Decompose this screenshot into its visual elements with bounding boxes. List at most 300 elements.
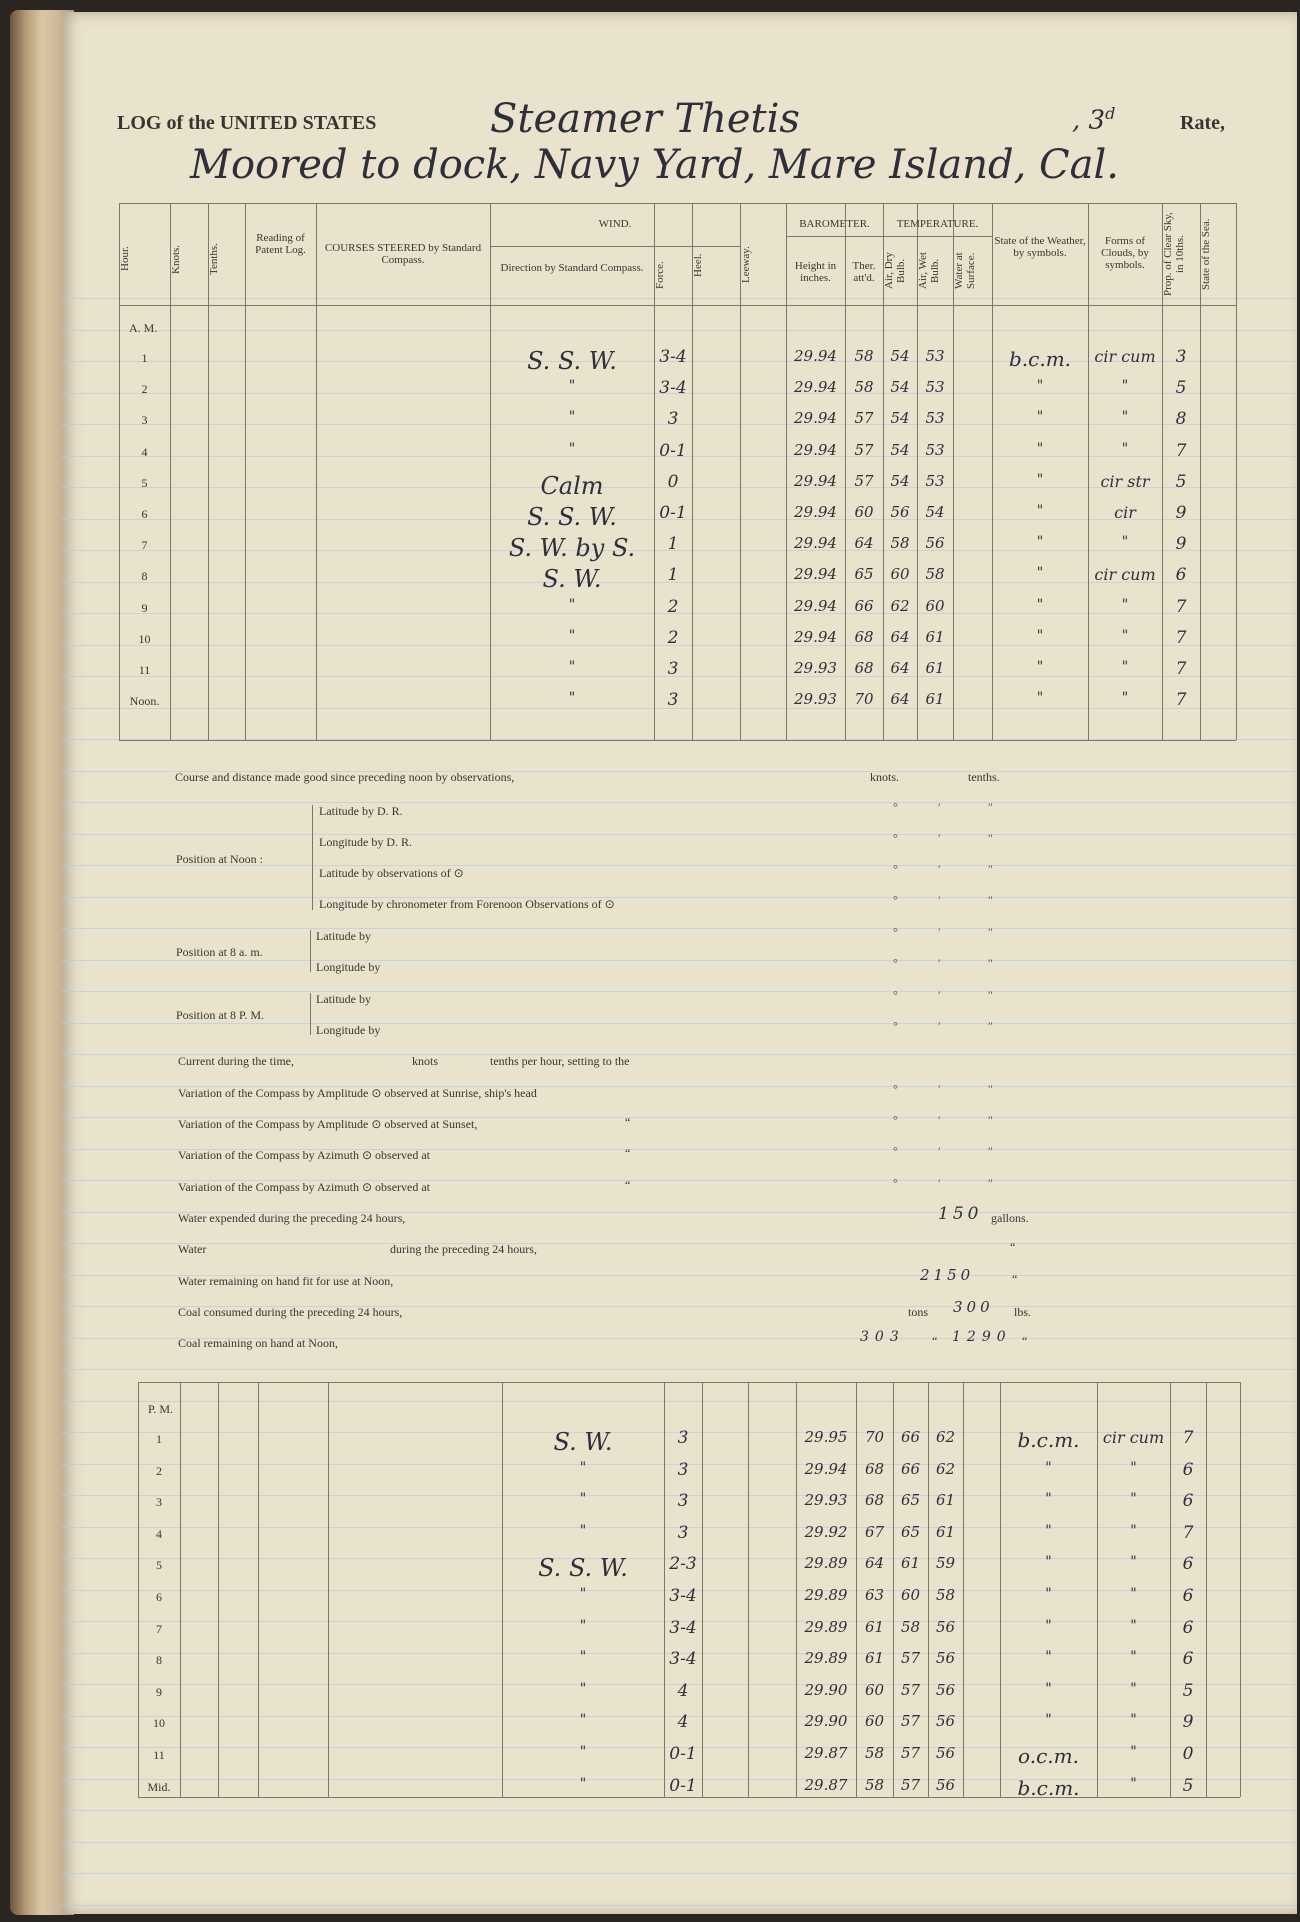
clear-sky-cell: 5: [1182, 1775, 1194, 1796]
column-rule: [963, 1382, 964, 1797]
second-mark: ″: [988, 988, 993, 1002]
force-cell: 4: [677, 1712, 689, 1733]
wet-bulb-cell: 61: [935, 1491, 956, 1510]
baro-subrule: [786, 236, 992, 237]
degree-mark: °: [893, 1113, 898, 1127]
air-dry-header: Air, Dry Bulb.: [883, 252, 907, 290]
weather-cell: ": [1036, 690, 1044, 707]
log-heading: [117, 112, 376, 135]
am8-brace: [310, 930, 311, 972]
weather-cell: b.c.m.: [1017, 1775, 1080, 1800]
ther-att-cell: 58: [864, 1775, 885, 1794]
wet-bulb-cell: 58: [925, 565, 945, 584]
variation-1: Variation of the Compass by Amplitude ⊙ observed at Sunrise, ship's head: [178, 1086, 537, 1100]
hour-cell: 3: [156, 1495, 162, 1510]
minute-mark: ′: [938, 1176, 941, 1190]
wet-bulb-cell: 60: [925, 596, 945, 615]
minute-mark: ′: [938, 1113, 941, 1127]
weather-cell: ": [1036, 534, 1044, 551]
ruled-line: [62, 330, 1297, 331]
force-cell: 2-3: [669, 1554, 697, 1575]
clouds-cell: ": [1130, 1491, 1137, 1508]
clouds-cell: ": [1130, 1712, 1137, 1729]
ruled-line: [62, 928, 1297, 929]
column-rule: [245, 203, 246, 740]
sea-header: State of the Sea.: [1200, 218, 1212, 290]
weather-cell: ": [1045, 1680, 1052, 1697]
degree-mark: °: [893, 1176, 898, 1190]
water-ditto: “: [1010, 1240, 1016, 1254]
barometer-cell: 29.94: [794, 471, 837, 490]
ruled-line: [62, 960, 1297, 961]
dry-bulb-cell: 57: [900, 1680, 921, 1699]
table-top-border: [119, 203, 1236, 204]
barometer-header: BAROMETER.: [799, 218, 870, 230]
barometer-cell: 29.94: [794, 409, 837, 428]
wind-cell: S. S. W.: [538, 1554, 628, 1583]
weather-cell: ": [1045, 1712, 1052, 1729]
clear-sky-cell: 7: [1175, 440, 1187, 461]
water-remaining-value: 2150: [920, 1266, 975, 1284]
barometer-cell: 29.94: [794, 565, 837, 584]
variation-3: Variation of the Compass by Azimuth ⊙ observed at: [178, 1148, 431, 1162]
ruled-line: [62, 834, 1297, 835]
weather-cell: ": [1045, 1649, 1052, 1666]
heel-header: Heel.: [692, 253, 704, 277]
lon-chron: Longitude by chronometer from Forenoon Observations of ⊙: [319, 897, 615, 911]
force-cell: 3-4: [659, 347, 687, 367]
dry-bulb-cell: 54: [890, 471, 910, 490]
hour-cell: 3: [141, 413, 148, 428]
wind-cell: ": [568, 627, 576, 644]
barometer-cell: 29.94: [794, 503, 837, 521]
rate-num: , 3: [1072, 105, 1106, 136]
weather-cell: ": [1045, 1617, 1052, 1634]
weather-cell: ": [1036, 503, 1044, 519]
clear-sky-cell: 6: [1175, 565, 1187, 586]
force-cell: 1: [667, 565, 679, 586]
weather-cell: ": [1036, 378, 1044, 395]
ther-att-cell: 57: [854, 471, 874, 490]
dry-bulb-cell: 57: [900, 1649, 921, 1668]
force-cell: 3: [667, 690, 679, 711]
ruled-line: [62, 1873, 1297, 1874]
clear-sky-cell: 7: [1182, 1428, 1194, 1448]
weather-cell: ": [1045, 1586, 1052, 1602]
lon-8am: Longitude by: [316, 960, 381, 974]
lbs-label: lbs.: [1014, 1305, 1032, 1319]
log-label: LOG of the: [117, 112, 215, 134]
barometer-cell: 29.94: [794, 347, 837, 365]
weather-cell: b.c.m.: [1017, 1428, 1080, 1452]
second-mark: ″: [988, 893, 993, 907]
barometer-cell: 29.94: [794, 534, 837, 553]
hour-cell: 8: [141, 569, 148, 584]
current-b: knots: [412, 1054, 439, 1068]
degree-mark: °: [893, 956, 898, 970]
coal-consumed: Coal consumed during the preceding 24 hours,: [178, 1305, 403, 1319]
ther-att-cell: 57: [854, 409, 874, 428]
dry-bulb-cell: 56: [890, 503, 910, 521]
variation-2: Variation of the Compass by Amplitude ⊙ observed at Sunset,: [178, 1117, 478, 1131]
wind-cell: ": [579, 1459, 587, 1476]
ther-att-cell: 70: [864, 1428, 885, 1446]
second-mark: ″: [988, 1144, 993, 1158]
force-cell: 0: [667, 471, 679, 492]
table-top-border: [138, 1382, 1240, 1383]
barometer-cell: 29.87: [804, 1775, 848, 1794]
wind-cell: S. W.: [542, 565, 602, 594]
ther-att-cell: 61: [864, 1649, 885, 1668]
column-rule: [316, 203, 317, 740]
dry-bulb-cell: 66: [900, 1428, 921, 1446]
ther-att-cell: 57: [854, 440, 874, 459]
hour-cell: Noon.: [129, 694, 160, 709]
location-line: Moored to dock, Navy Yard, Mare Island, Cal.: [190, 142, 1119, 188]
clear-sky-cell: 7: [1175, 659, 1187, 679]
wind-cell: ": [568, 659, 576, 675]
clear-sky-cell: 7: [1175, 690, 1187, 711]
second-mark: ″: [988, 1176, 993, 1190]
clear-sky-cell: 5: [1175, 378, 1187, 399]
column-rule: [1240, 1382, 1241, 1797]
barometer-cell: 29.90: [804, 1680, 848, 1699]
dry-bulb-cell: 54: [890, 409, 910, 428]
degree-mark: °: [893, 800, 898, 814]
clouds-cell: cir str: [1100, 471, 1150, 491]
force-cell: 0-1: [669, 1775, 697, 1796]
coal-remaining-lbs: 1290: [952, 1329, 1012, 1345]
water-rem-ditto: “: [1012, 1272, 1018, 1286]
wet-bulb-cell: 61: [925, 690, 945, 709]
lon-dr: Longitude by D. R.: [319, 835, 412, 849]
lat-obs: Latitude by observations of ⊙: [319, 866, 464, 880]
ditto-4: “: [625, 1178, 631, 1192]
dry-bulb-cell: 58: [890, 534, 910, 553]
dry-bulb-cell: 62: [890, 596, 910, 615]
column-rule: [218, 1382, 219, 1797]
dry-bulb-cell: 57: [900, 1744, 921, 1762]
dry-bulb-cell: 58: [900, 1617, 921, 1636]
clouds-cell: ": [1130, 1586, 1137, 1602]
ther-att-cell: 66: [854, 596, 874, 615]
clouds-header: Forms of Clouds, by symbols.: [1101, 235, 1149, 271]
weather-cell: ": [1036, 596, 1044, 613]
weather-cell: ": [1036, 659, 1044, 675]
dry-bulb-cell: 57: [900, 1775, 921, 1794]
barometer-cell: 29.94: [804, 1459, 848, 1478]
force-cell: 2: [667, 627, 679, 648]
force-cell: 3: [667, 409, 679, 430]
united-states-label: UNITED STATES: [219, 112, 377, 134]
barometer-cell: 29.89: [804, 1554, 848, 1573]
ruled-line: [62, 802, 1297, 803]
second-mark: ″: [988, 862, 993, 876]
wind-cell: S. S. W.: [527, 503, 617, 531]
coal-remaining: Coal remaining on hand at Noon,: [178, 1336, 338, 1350]
clouds-cell: ": [1121, 440, 1129, 457]
wind-cell: ": [579, 1586, 587, 1602]
dry-bulb-cell: 57: [900, 1712, 921, 1731]
clouds-cell: ": [1130, 1459, 1137, 1476]
wind-cell: ": [579, 1712, 587, 1729]
force-cell: 3: [677, 1428, 689, 1448]
barometer-cell: 29.93: [794, 659, 837, 677]
vessel-name: Steamer Thetis: [490, 96, 800, 142]
clouds-cell: ": [1121, 690, 1129, 707]
pm8-brace: [310, 993, 311, 1035]
tenths-header: Tenths.: [208, 243, 220, 275]
wet-bulb-cell: 59: [935, 1554, 956, 1573]
weather-cell: ": [1045, 1522, 1052, 1539]
rate-label: Rate,: [1180, 112, 1225, 134]
ther-att-cell: 60: [854, 503, 874, 521]
ther-att-cell: 58: [864, 1744, 885, 1762]
wind-cell: S. W. by S.: [508, 534, 636, 563]
minute-mark: ′: [938, 925, 941, 939]
ruled-line: [62, 1401, 1297, 1402]
degree-mark: °: [893, 1082, 898, 1096]
wind-cell: ": [568, 596, 576, 613]
wind-cell: ": [579, 1744, 587, 1760]
dry-bulb-cell: 65: [900, 1491, 921, 1510]
ruled-line: [62, 1905, 1297, 1906]
hour-cell: 7: [156, 1621, 162, 1636]
hour-cell: 6: [156, 1590, 162, 1604]
force-cell: 1: [667, 534, 679, 555]
minute-mark: ′: [938, 1082, 941, 1096]
wet-bulb-cell: 61: [925, 627, 945, 646]
force-cell: 3: [667, 659, 679, 679]
weather-cell: ": [1036, 565, 1044, 582]
hour-cell: 1: [141, 351, 148, 365]
temperature-header: TEMPERATURE.: [896, 218, 979, 230]
dry-bulb-cell: 54: [890, 378, 910, 397]
clouds-cell: ": [1130, 1554, 1137, 1571]
clear-sky-cell: 6: [1182, 1649, 1194, 1670]
coal-remaining-tons: 303: [860, 1329, 905, 1345]
barometer-cell: 29.89: [804, 1649, 848, 1668]
wet-bulb-cell: 61: [925, 659, 945, 677]
clear-sky-header: Prop. of Clear Sky, in 10ths.: [1162, 212, 1186, 296]
ther-att-cell: 68: [864, 1491, 885, 1510]
column-rule: [748, 1382, 749, 1797]
barometer-cell: 29.94: [794, 378, 837, 397]
clouds-cell: ": [1121, 627, 1129, 644]
ruled-line: [62, 1023, 1297, 1024]
hour-cell: 10: [153, 1716, 165, 1731]
hour-cell: 2: [141, 382, 148, 397]
weather-cell: o.c.m.: [1018, 1744, 1079, 1768]
gallons-label: gallons.: [991, 1211, 1029, 1225]
weather-header: State of the Weather, by symbols.: [994, 235, 1086, 259]
degree-mark: °: [893, 831, 898, 845]
minute-mark: ′: [938, 988, 941, 1002]
minute-mark: ′: [938, 862, 941, 876]
force-cell: 2: [667, 596, 679, 617]
barometer-cell: 29.94: [794, 596, 837, 615]
position-noon-label: Position at Noon :: [176, 852, 264, 866]
wet-bulb-cell: 62: [935, 1428, 956, 1446]
dry-bulb-cell: 54: [890, 440, 910, 459]
wind-cell: ": [568, 690, 576, 707]
course-tenths: tenths.: [968, 770, 1000, 784]
wet-bulb-cell: 53: [925, 471, 945, 490]
wet-bulb-cell: 61: [935, 1522, 956, 1541]
clear-sky-cell: 6: [1182, 1491, 1194, 1512]
ther-att-header: Ther. att'd.: [852, 260, 876, 284]
course-line: Course and distance made good since preceding noon by observations,: [175, 770, 515, 784]
barometer-cell: 29.93: [794, 690, 837, 709]
hour-cell: 2: [156, 1463, 162, 1478]
degree-mark: °: [893, 1144, 898, 1158]
current-c: tenths per hour, setting to the: [490, 1054, 630, 1068]
degree-mark: °: [893, 862, 898, 876]
clouds-cell: ": [1130, 1649, 1137, 1666]
dry-bulb-cell: 65: [900, 1522, 921, 1541]
ruled-line: [62, 1842, 1297, 1843]
dry-bulb-cell: 54: [890, 347, 910, 365]
hour-cell: 9: [156, 1684, 162, 1699]
barometer-cell: 29.89: [804, 1586, 848, 1604]
wet-bulb-cell: 62: [935, 1459, 956, 1478]
clouds-cell: ": [1130, 1775, 1137, 1792]
ther-att-cell: 68: [854, 627, 874, 646]
coal-rem-ditto-1: “: [932, 1334, 938, 1348]
wet-bulb-cell: 53: [925, 409, 945, 428]
position-8am-label: Position at 8 a. m.: [176, 945, 263, 959]
coal-rem-ditto-2: “: [1022, 1334, 1028, 1348]
ther-att-cell: 60: [864, 1680, 885, 1699]
wind-cell: ": [579, 1680, 587, 1697]
hour-cell: 9: [141, 600, 148, 615]
air-wet-header: Air, Wet Bulb.: [917, 252, 941, 290]
wet-bulb-cell: 53: [925, 440, 945, 459]
wet-bulb-cell: 56: [935, 1617, 956, 1636]
column-rule: [1236, 203, 1237, 740]
hour-cell: 8: [156, 1653, 162, 1668]
clouds-cell: ": [1121, 659, 1129, 675]
wet-bulb-cell: 53: [925, 347, 945, 365]
clear-sky-cell: 6: [1182, 1554, 1194, 1575]
hour-cell: 5: [156, 1558, 162, 1573]
column-rule: [180, 1382, 181, 1797]
weather-cell: ": [1036, 471, 1044, 488]
clouds-cell: cir: [1114, 503, 1136, 522]
second-mark: ″: [988, 831, 993, 845]
wind-cell: ": [579, 1617, 587, 1634]
clouds-cell: cir cum: [1094, 347, 1156, 366]
weather-cell: ": [1036, 409, 1044, 426]
weather-cell: ": [1045, 1459, 1052, 1476]
barometer-cell: 29.94: [794, 440, 837, 459]
clear-sky-cell: 9: [1175, 534, 1187, 555]
dry-bulb-cell: 64: [890, 627, 910, 646]
clouds-cell: ": [1121, 409, 1129, 426]
clear-sky-cell: 6: [1182, 1459, 1194, 1480]
column-rule: [1206, 1382, 1207, 1797]
wet-bulb-cell: 56: [935, 1680, 956, 1699]
wet-bulb-cell: 54: [925, 503, 945, 521]
force-cell: 3: [677, 1459, 689, 1480]
ruled-line: [62, 1243, 1297, 1244]
noon-brace: [312, 805, 313, 910]
tons-label: tons: [908, 1305, 929, 1319]
wind-cell: ": [568, 409, 576, 426]
course-knots: knots.: [870, 770, 900, 784]
force-cell: 4: [677, 1680, 689, 1701]
wet-bulb-cell: 56: [935, 1649, 956, 1668]
clear-sky-cell: 3: [1175, 347, 1187, 367]
variation-4: Variation of the Compass by Azimuth ⊙ observed at: [178, 1180, 431, 1194]
dry-bulb-cell: 60: [900, 1586, 921, 1604]
clear-sky-cell: 8: [1175, 409, 1187, 430]
wind-cell: S. S. W.: [527, 347, 617, 375]
minute-mark: ′: [938, 956, 941, 970]
patent-log-header: Reading of Patent Log.: [255, 232, 306, 256]
clear-sky-cell: 9: [1182, 1712, 1194, 1733]
minute-mark: ′: [938, 831, 941, 845]
wind-cell: Calm: [540, 471, 604, 500]
clouds-cell: ": [1130, 1744, 1137, 1760]
wet-bulb-cell: 58: [935, 1586, 956, 1604]
clear-sky-cell: 7: [1175, 596, 1187, 617]
weather-cell: ": [1036, 627, 1044, 644]
clouds-cell: ": [1130, 1680, 1137, 1697]
hour-header: Hour.: [119, 246, 131, 272]
degree-mark: °: [893, 893, 898, 907]
hour-cell: 1: [156, 1432, 162, 1446]
wind-cell: ": [568, 378, 576, 395]
hour-cell: 5: [141, 475, 148, 490]
water-remaining: Water remaining on hand fit for use at Noon,: [178, 1274, 394, 1288]
second-mark: ″: [988, 956, 993, 970]
ditto-2: “: [625, 1115, 631, 1129]
minute-mark: ′: [938, 800, 941, 814]
courses-header: COURSES STEERED by Standard Compass.: [324, 242, 482, 266]
wind-cell: ": [579, 1775, 587, 1792]
force-cell: 3-4: [669, 1649, 697, 1670]
hour-cell: 10: [138, 631, 151, 646]
barometer-cell: 29.95: [804, 1428, 848, 1446]
column-rule: [328, 1382, 329, 1797]
degree-mark: °: [893, 1019, 898, 1033]
period-label: A. M.: [129, 321, 158, 335]
lat-8pm: Latitude by: [316, 992, 371, 1006]
second-mark: ″: [988, 925, 993, 939]
ther-att-cell: 68: [864, 1459, 885, 1478]
wet-bulb-cell: 56: [935, 1775, 956, 1794]
force-cell: 3: [677, 1522, 689, 1543]
second-mark: ″: [988, 1019, 993, 1033]
barometer-cell: 29.87: [804, 1744, 848, 1762]
dry-bulb-cell: 64: [890, 690, 910, 709]
minute-mark: ′: [938, 893, 941, 907]
rate-number: [1072, 104, 1115, 136]
second-mark: ″: [988, 1082, 993, 1096]
hour-cell: 4: [141, 444, 148, 459]
water-surface-header: Water at Surface.: [953, 252, 977, 290]
water-a: Water: [178, 1242, 207, 1256]
water-b: during the preceding 24 hours,: [390, 1242, 537, 1256]
ruled-line: [62, 1810, 1297, 1811]
water-expended-value: 150: [938, 1204, 983, 1224]
lat-dr: Latitude by D. R.: [319, 804, 403, 818]
clouds-cell: cir cum: [1102, 1428, 1165, 1447]
wet-bulb-cell: 53: [925, 378, 945, 397]
weather-cell: ": [1045, 1491, 1052, 1508]
wet-bulb-cell: 56: [935, 1744, 956, 1762]
